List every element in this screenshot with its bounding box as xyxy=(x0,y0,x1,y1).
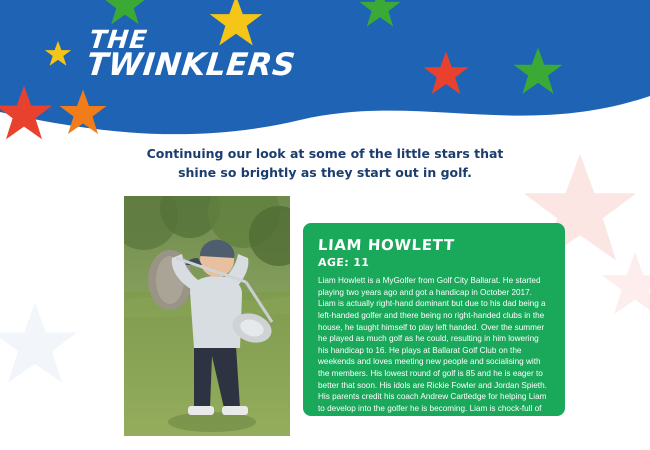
profile-card xyxy=(303,223,565,425)
profile-name: LIAM HOWLETT xyxy=(317,236,456,254)
intro-line-1: Continuing our look at some of the little stars that xyxy=(146,146,504,161)
star-red-right xyxy=(422,50,470,98)
golfer-photo-illustration xyxy=(124,196,290,436)
ghost-star-blue-left xyxy=(0,300,80,390)
page-title-line-2: TWINKLERS xyxy=(84,47,298,83)
page-title-line-1: THE xyxy=(87,25,150,54)
intro-text xyxy=(0,144,650,183)
star-orange-left-edge xyxy=(58,88,108,138)
ghost-star-pink-small xyxy=(600,250,650,320)
profile-description-text: Liam Howlett is a MyGolfer from Golf City Ballarat. He started playing two years ago and got a handicap in October 2017. Liam is actually right-hand dominant but due to his dad being a left-handed golfer and there being no right-handed clubs in the house, he taught himself to play left handed. Over the summer he played as much golf as he could, resulting in him lowering his handicap to 16. He plays at Ballarat Golf Club on the weekends and loves meeting new people and socialising with the members. His lowest round of golf is 85 and he is eager to better that soon. His idols are Rickie Fowler and Jordan Spieth. His parents credit his coach Andrew Cartledge for helping Liam to develop into the golfer he is becoming. Liam is chock-full of natural ability, so watch this space! xyxy=(318,276,547,425)
star-green-top-left xyxy=(102,0,148,28)
star-red-left xyxy=(0,84,54,144)
golfer-photo xyxy=(124,196,290,436)
page-title xyxy=(84,25,299,83)
profile-description xyxy=(318,275,550,426)
star-yellow-small-left xyxy=(44,40,72,68)
intro-line-2: shine so brightly as they start out in golf. xyxy=(178,165,472,181)
header-banner xyxy=(0,0,650,150)
star-green-bottom-right xyxy=(512,46,564,98)
profile-age: AGE: 11 xyxy=(317,256,370,269)
star-green-top-right xyxy=(358,0,402,30)
